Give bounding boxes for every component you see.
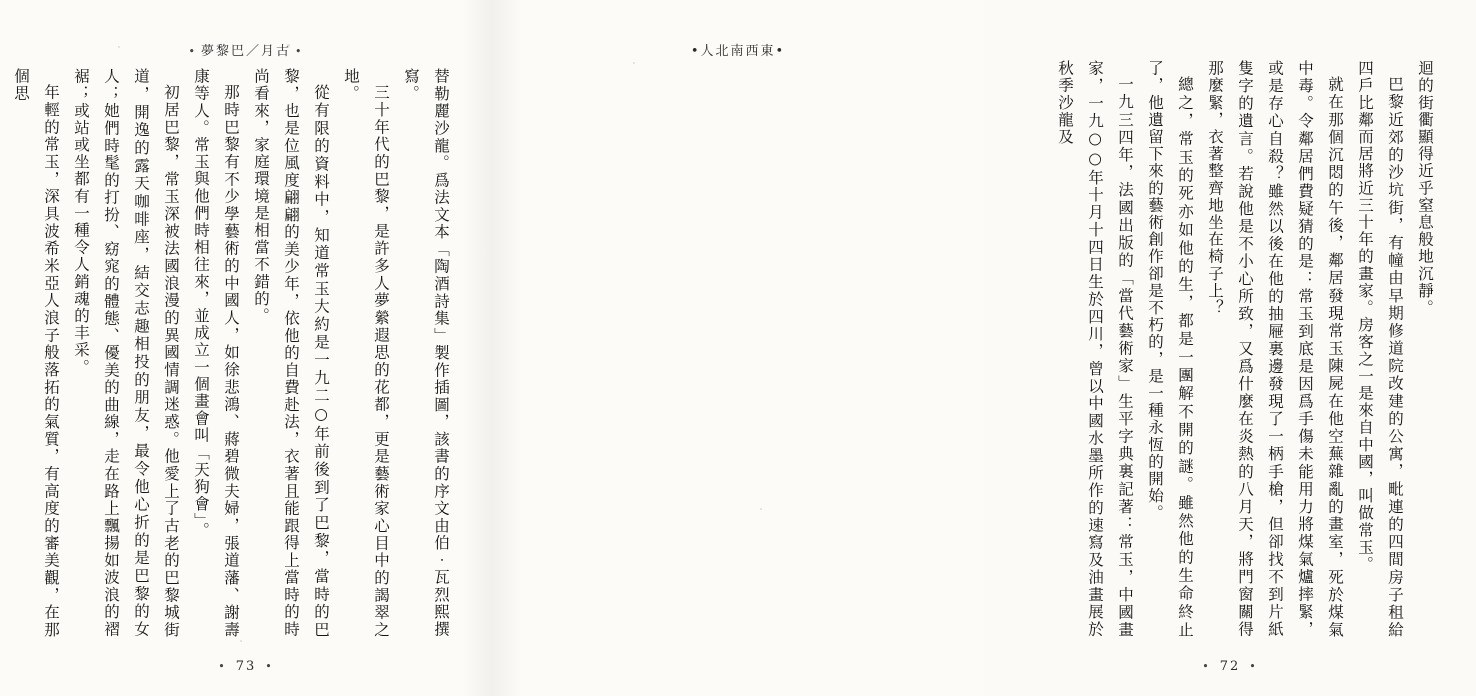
folio-right-ornament: • bbox=[1249, 660, 1258, 673]
folio-left bbox=[0, 659, 492, 674]
paragraph: 從有限的資料中，知道常玉大約是一九二○年前後到了巴黎，當時的巴黎，也是位風度翩翩的美少年，依他的自費赴法，衣著且能跟得上當時的時尚看來，家庭環境是相當不錯的。 bbox=[252, 68, 330, 638]
left-page-body bbox=[12, 68, 456, 638]
paragraph: 替勒麗沙龍。爲法文本「陶酒詩集」製作插圖，該書的序文由伯‧瓦烈熙撰寫。 bbox=[402, 68, 450, 638]
folio-left-ornament: • bbox=[218, 660, 227, 673]
running-head-left bbox=[0, 40, 492, 59]
paragraph: 迴的街衢顯得近乎窒息般地沉靜。 bbox=[1416, 60, 1434, 317]
paragraph: 就在那個沉悶的午後，鄰居發現常玉陳屍在他空蕪雜亂的畫室，死於煤氣中毒。令鄰居們費疑猜的是：常玉到底是因爲手傷未能用力將煤氣爐摔緊，或是存心自殺？雖然以後在他的抽屜裏邊發現了一柄手槍，但卻找不到片紙隻字的遺言。若說他是不小心所致，又爲什麼在炎熱的八月天，將門窗關得那麼緊，衣著整齊地坐在椅子上？ bbox=[1206, 60, 1344, 638]
running-head-right-ornament: • bbox=[295, 45, 304, 58]
right-page-body bbox=[1022, 60, 1440, 638]
running-head-right-text: •人北南西東• bbox=[690, 44, 786, 59]
paragraph: 一九三四年，法國出版的「當代藝術家」生平字典裏記著：常玉，中國畫家，一九○○年十月十四日生於四川，曾以中國水墨所作的速寫及油畫展於秋季沙龍及 bbox=[1056, 60, 1134, 638]
folio-right bbox=[984, 659, 1476, 674]
paragraph: 總之，常玉的死亦如他的生，都是一團解不開的謎。雖然他的生命終止了，他遺留下來的藝術創作卻是不朽的，是一種永恆的開始。 bbox=[1146, 60, 1194, 638]
paragraph: 年輕的常玉，深具波希米亞人浪子般落拓的氣質，有高度的審美觀，在那個思 bbox=[12, 68, 60, 638]
running-head-right bbox=[492, 40, 984, 59]
running-head-left-ornament: • bbox=[188, 45, 197, 58]
left-page bbox=[0, 0, 492, 696]
running-head-left-text: 夢黎巴／月古 bbox=[200, 44, 291, 59]
paragraph: 那時巴黎有不少學藝術的中國人，如徐悲鴻、蔣碧微夫婦，張道藩、謝壽康等人。常玉與他們時相往來，並成立一個畫會叫「天狗會」。 bbox=[192, 68, 240, 638]
folio-left-ornament: • bbox=[1202, 660, 1211, 673]
right-page bbox=[492, 0, 1434, 696]
folio-right-ornament: • bbox=[265, 660, 274, 673]
page-number: 73 bbox=[235, 659, 257, 674]
page-number: 72 bbox=[1219, 659, 1241, 674]
paragraph: 初居巴黎，常玉深被法國浪漫的異國情調迷惑。他愛上了古老的巴黎城街道，開逸的露天咖啡座，結交志趣相投的朋友，最令他心折的是巴黎的女人；她們時髦的打扮、窈窕的體態、優美的曲線，走在路上飄揚如波浪的褶裾；或站或坐都有一種令人銷魂的丰采。 bbox=[72, 68, 180, 638]
paragraph: 巴黎近郊的沙坑街，有幢由早期修道院改建的公寓，毗連的四間房子租給四戶比鄰而居將近三十年的畫家。房客之一是來自中國，叫做常玉。 bbox=[1356, 60, 1404, 638]
paragraph: 三十年代的巴黎，是許多人夢縈遐思的花都，更是藝術家心目中的謁翠之地。 bbox=[342, 68, 390, 638]
